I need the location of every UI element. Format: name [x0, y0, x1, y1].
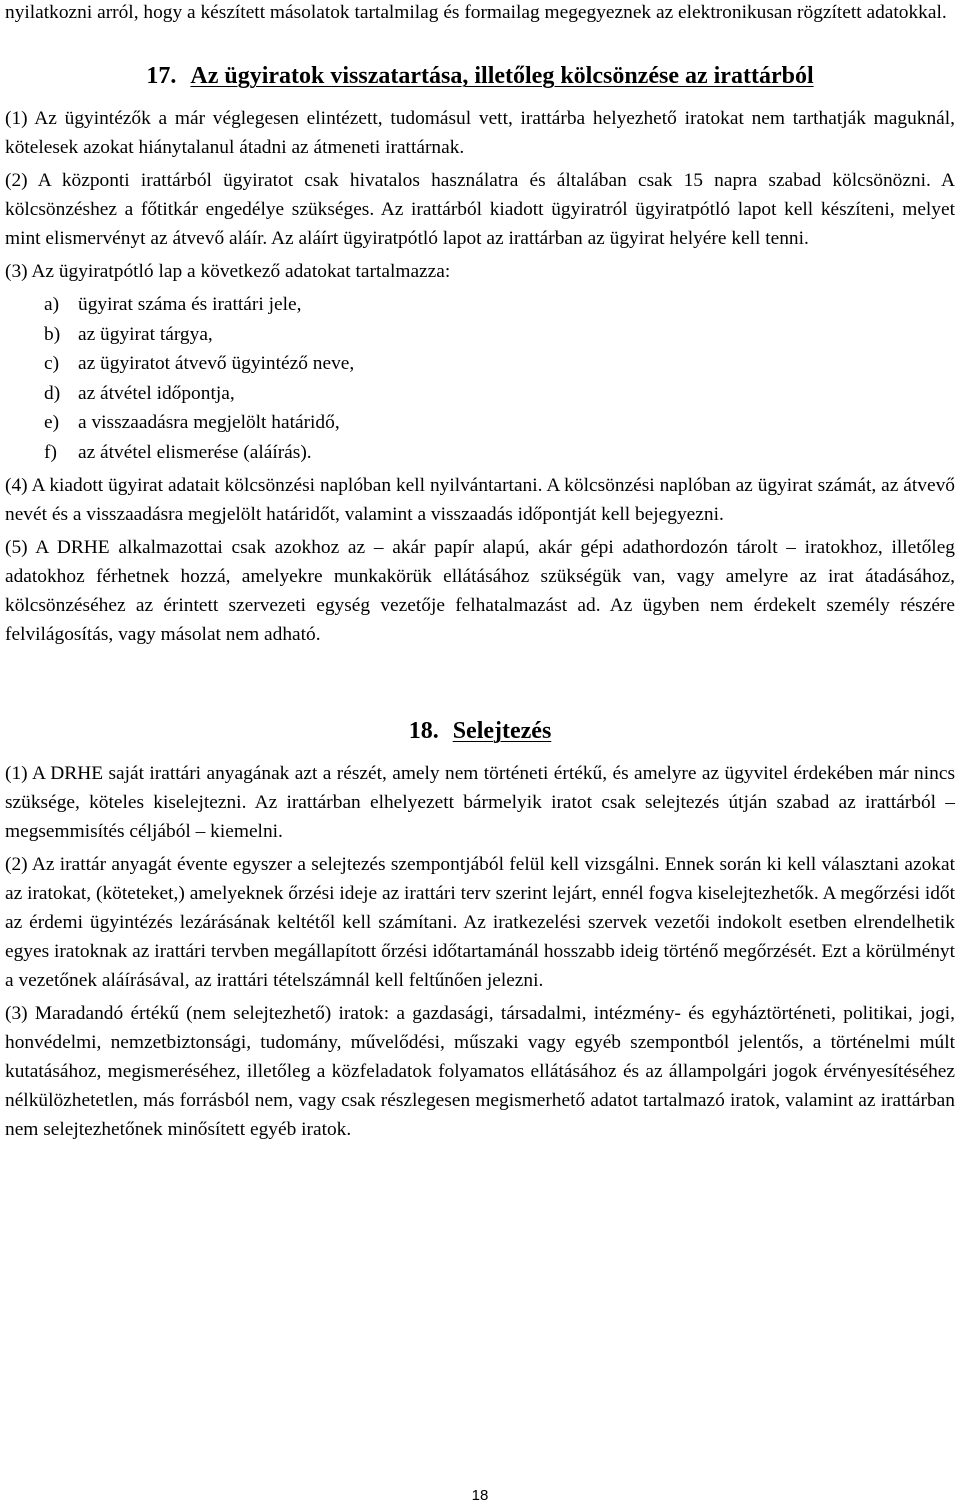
list-item: f) az átvétel elismerése (aláírás). [44, 441, 312, 463]
section-17-paragraph-3: (3) Az ügyiratpótló lap a következő adatokat tartalmazza: [5, 261, 451, 282]
list-item: d) az átvétel időpontja, [44, 382, 235, 404]
section-18-number: 18. [408, 718, 439, 744]
section-17-paragraph-5: (5) A DRHE alkalmazottai csak azokhoz az – akár papír alapú, akár gépi adathordozón tárolt – iratokhoz, illetőleg adatokhoz férhetnek hozzá, amelyekre munkakörük ellátásához szükségük van, vagy amelyre az irat átadásához, kölcsönzéséhez az érintett szervezeti egység vezetője felhatalmazást ad. Az ügyben nem érdekelt személy részére felvilágosítás, vagy másolat nem adható. [5, 537, 955, 645]
section-17-paragraph-4: (4) A kiadott ügyirat adatait kölcsönzési naplóban kell nyilvántartani. A kölcsönzési naplóban az ügyirat számát, az átvevő nevét és a visszaadásra megjelölt határidőt, valamint a visszaadás időpontját kell bejegyezni. [5, 475, 955, 525]
section-18-heading [5, 715, 955, 747]
ugyiratpotlo-data-list [5, 290, 955, 467]
section-17-paragraph-2: (2) A központi irattárból ügyiratot csak hivatalos használatra és általában csak 15 napra szabad kölcsönözni. A kölcsönzéshez a főtitkár engedélye szükséges. Az irattárból kiadott ügyiratról ügyiratpótló lapot kell készíteni, melyet mint elismervényt az átvevő aláír. Az aláírt ügyiratpótló lapot az irattárban az ügyirat helyére kell tenni. [5, 170, 955, 249]
section-18-paragraph-3: (3) Maradandó értékű (nem selejtezhető) iratok: a gazdasági, társadalmi, intézmény- és egyháztörténeti, politikai, jogi, honvédelmi, nemzetbiztonsági, tudomány, művelődési, műszaki vagy egyéb szempontból jelentős, a történelmi múlt kutatásához, megismeréséhez, illetőleg a közfeladatok folyamatos ellátásához és az állampolgári jogok érvényesítéséhez nélkülözhetetlen, más forrásból nem, vagy csak részlegesen megismerhető adatot tartalmazó iratok, valamint az irattárban nem selejtezhetőnek minősített egyéb iratok. [5, 1003, 955, 1140]
section-17-title: Az ügyiratok visszatartása, illetőleg kölcsönzése az irattárból [190, 63, 814, 89]
list-item: b) az ügyirat tárgya, [44, 323, 213, 345]
page-number: 18 [471, 1487, 489, 1504]
section-17-number: 17. [146, 63, 177, 89]
section-17-paragraph-1: (1) Az ügyintézők a már véglegesen elintézett, tudomásul vett, irattárba helyezhető iratokat nem tarthatják maguknál, kötelesek azokat hiánytalanul átadni az átmeneti irattárnak. [5, 108, 955, 158]
section-18-paragraph-1: (1) A DRHE saját irattári anyagának azt a részét, amely nem történeti értékű, és amelyre az ügyvitel érdekében már nincs szüksége, köteles kiselejtezni. Az irattárban elhelyezett bármelyik iratot csak selejtezés útján szabad az irattárból – megsemmisítés céljából – kiemelni. [5, 763, 955, 842]
section-17-heading [5, 60, 955, 92]
intro-paragraph: nyilatkozni arról, hogy a készített másolatok tartalmilag és formailag megegyeznek az elektronikusan rögzített adatokkal. [5, 2, 947, 23]
section-18-paragraph-2: (2) Az irattár anyagát évente egyszer a selejtezés szempontjából felül kell vizsgálni. Ennek során ki kell választani azokat az iratokat, (köteteket,) amelyeknek őrzési ideje az irattári terv szerint lejárt, ennél fogva kiselejtezhetők. A megőrzési időt az érdemi ügyintézés lezárásának keltétől kell számítani. Az iratkezelési szervek vezetői indokolt esetben elrendelhetik egyes iratoknak az irattári tervben megállapított őrzési időtartamánál hosszabb ideig történő megőrzését. Ezt a körülményt a vezetőnek aláírásával, az irattári tételszámnál kell feltűnően jelezni. [5, 854, 955, 991]
section-18-title: Selejtezés [452, 718, 552, 744]
document-page [5, 0, 955, 1144]
list-item: c) az ügyiratot átvevő ügyintéző neve, [44, 353, 355, 374]
list-item: a) ügyirat száma és irattári jele, [44, 294, 302, 315]
list-item: e) a visszaadásra megjelölt határidő, [44, 412, 340, 433]
